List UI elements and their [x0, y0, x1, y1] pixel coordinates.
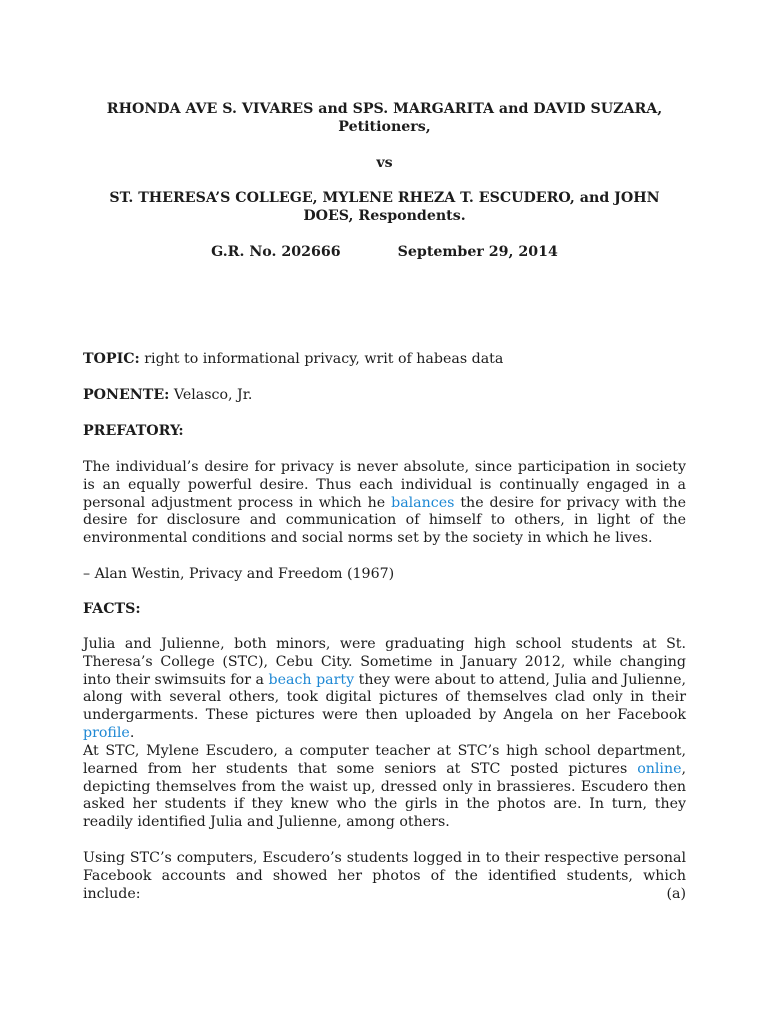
facts-p1-text-b: they were about to attend, Julia and Julienne, along with several others, took digital pictures of themselves clad only in their undergarments. These pictures were then uploaded by Angela on her Facebook — [83, 671, 686, 724]
petitioners-line-1: RHONDA AVE S. VIVARES and SPS. MARGARITA and DAVID SUZARA, — [106, 101, 663, 117]
respondents-line-1: ST. THERESA’S COLLEGE, MYLENE RHEZA T. ESCUDERO, and JOHN — [109, 190, 660, 206]
versus-label: vs — [376, 155, 393, 171]
beach-party-link[interactable]: beach party — [268, 671, 355, 688]
prefatory-text-b: the desire for privacy with the desire for disclosure and communication of himself to others, in light of the environmental conditions and social norms set by the society in which he lives. — [83, 494, 686, 547]
respondents-heading — [83, 190, 686, 226]
case-number-line — [83, 244, 686, 262]
facts-p2-text-a: At STC, Mylene Escudero, a computer teacher at STC’s high school department, learned from her students that some seniors at STC posted pictures — [83, 743, 686, 777]
facts-p2-text-b: , depicting themselves from the waist up, dressed only in brassieres. Escudero then asked her students if they knew who the girls in the photos are. In turn, they readily identified Julia and Julienne, among others. — [83, 760, 686, 831]
facts-p1-text-a: Julia and Julienne, both minors, were graduating high school students at St. Theresa’s College (STC), Cebu City. Sometime in January 2012, while changing into their swimsuits for a — [83, 636, 686, 688]
facts-paragraph-1 — [83, 636, 686, 743]
profile-link[interactable]: profile — [83, 724, 130, 741]
topic-line — [83, 351, 686, 369]
decision-date: September 29, 2014 — [397, 244, 558, 260]
facts-p1-text-c: . — [129, 724, 135, 741]
gr-number: G.R. No. 202666 — [211, 244, 341, 260]
petitioners-line-2: Petitioners, — [338, 118, 431, 135]
westin-quote: – Alan Westin, Privacy and Freedom (1967) — [83, 566, 395, 582]
petitioners-heading — [83, 101, 686, 137]
facts-paragraph-2 — [83, 743, 686, 832]
balances-link[interactable]: balances — [391, 494, 455, 511]
topic-value: right to informational privacy, writ of habeas data — [139, 351, 504, 367]
ponente-label: PONENTE: — [83, 387, 170, 403]
prefatory-paragraph — [83, 459, 686, 548]
prefatory-text-a: The individual’s desire for privacy is never absolute, since participation in society is an equally powerful desire. Thus each individual is continually engaged in a personal adjustment process in which he — [83, 459, 686, 511]
respondents-line-2: DOES, Respondents. — [303, 207, 466, 224]
facts-heading: FACTS: — [83, 601, 141, 617]
facts-paragraph-3: Using STC’s computers, Escudero’s students logged in to their respective personal Facebook accounts and showed her photos of the identified students, which include: (a) — [83, 850, 686, 902]
ponente-line — [83, 387, 686, 405]
online-link[interactable]: online — [637, 760, 682, 777]
topic-label: TOPIC: — [83, 351, 140, 367]
ponente-value: Velasco, Jr. — [169, 387, 253, 403]
prefatory-heading: PREFATORY: — [83, 423, 184, 439]
